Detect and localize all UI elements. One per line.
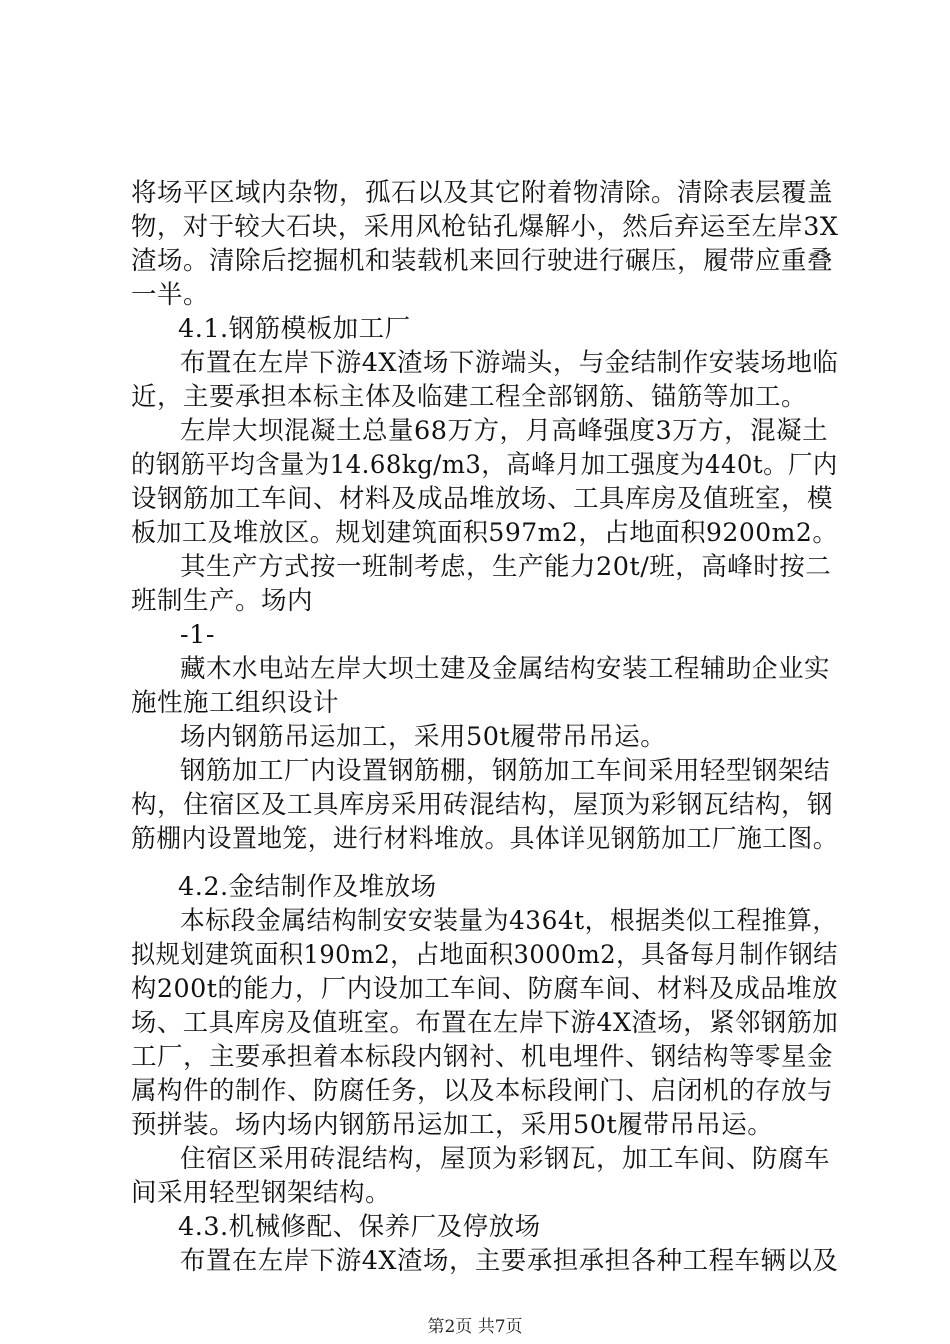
text-line: 属构件的制作、防腐任务，以及本标段闸门、启闭机的存放与	[131, 1076, 834, 1106]
text-line: 其生产方式按一班制考虑，生产能力20t/班，高峰时按二	[180, 552, 832, 582]
text-line: 工厂，主要承担着本标段内钢衬、机电埋件、钢结构等零星金	[131, 1042, 834, 1072]
text-line: 场、工具库房及值班室。布置在左岸下游4X渣场，紧邻钢筋加	[131, 1008, 839, 1038]
text-line: 左岸大坝混凝土总量68万方，月高峰强度3万方，混凝土	[180, 416, 829, 446]
text-line: 间采用轻型钢架结构。	[131, 1178, 392, 1208]
page-footer: 第2页 共7页	[427, 1317, 523, 1337]
text-line: 板加工及堆放区。规划建筑面积597m2，占地面积9200m2。	[131, 518, 838, 548]
text-line: 班制生产。场内	[131, 586, 314, 616]
text-line: 渣场。清除后挖掘机和装载机来回行驶进行碾压，履带应重叠	[131, 246, 834, 276]
text-line: 预拼装。场内场内钢筋吊运加工，采用50t履带吊吊运。	[131, 1110, 774, 1140]
text-line: 住宿区采用砖混结构，屋顶为彩钢瓦，加工车间、防腐车	[180, 1144, 831, 1174]
page-marker: -1-	[180, 620, 215, 650]
text-line: 构200t的能力，厂内设加工车间、防腐车间、材料及成品堆放	[131, 974, 838, 1004]
text-line: 本标段金属结构制安安装量为4364t，根据类似工程推算，	[180, 906, 838, 936]
text-line: 布置在左岸下游4X渣场下游端头，与金结制作安装场地临	[180, 348, 839, 378]
text-line: 设钢筋加工车间、材料及成品堆放场、工具库房及值班室，模	[131, 484, 834, 514]
section-heading: 4.2.金结制作及堆放场	[178, 872, 437, 902]
text-line: 筋棚内设置地笼，进行材料堆放。具体详见钢筋加工厂施工图。	[131, 824, 839, 854]
section-heading: 4.3.机械修配、保养厂及停放场	[178, 1212, 541, 1242]
text-line: 一半。	[131, 280, 210, 310]
section-heading: 4.1.钢筋模板加工厂	[178, 314, 411, 344]
text-line: 近，主要承担本标主体及临建工程全部钢筋、锚筋等加工。	[131, 382, 808, 412]
document-title: 藏木水电站左岸大坝土建及金属结构安装工程辅助企业实	[180, 654, 831, 684]
text-line: 布置在左岸下游4X渣场，主要承担承担各种工程车辆以及	[180, 1246, 839, 1276]
text-line: 拟规划建筑面积190m2，占地面积3000m2，具备每月制作钢结	[131, 940, 838, 970]
document-title: 施性施工组织设计	[131, 688, 340, 718]
text-line: 场内钢筋吊运加工，采用50t履带吊吊运。	[180, 722, 667, 752]
text-line: 的钢筋平均含量为14.68kg/m3，高峰月加工强度为440t。厂内	[131, 450, 838, 480]
text-line: 构，住宿区及工具库房采用砖混结构，屋顶为彩钢瓦结构，钢	[131, 790, 834, 820]
text-line: 将场平区域内杂物，孤石以及其它附着物清除。清除表层覆盖	[131, 178, 834, 208]
text-line: 物，对于较大石块，采用风枪钻孔爆解小，然后弃运至左岸3X	[131, 212, 839, 242]
text-line: 钢筋加工厂内设置钢筋棚，钢筋加工车间采用轻型钢架结	[180, 756, 831, 786]
